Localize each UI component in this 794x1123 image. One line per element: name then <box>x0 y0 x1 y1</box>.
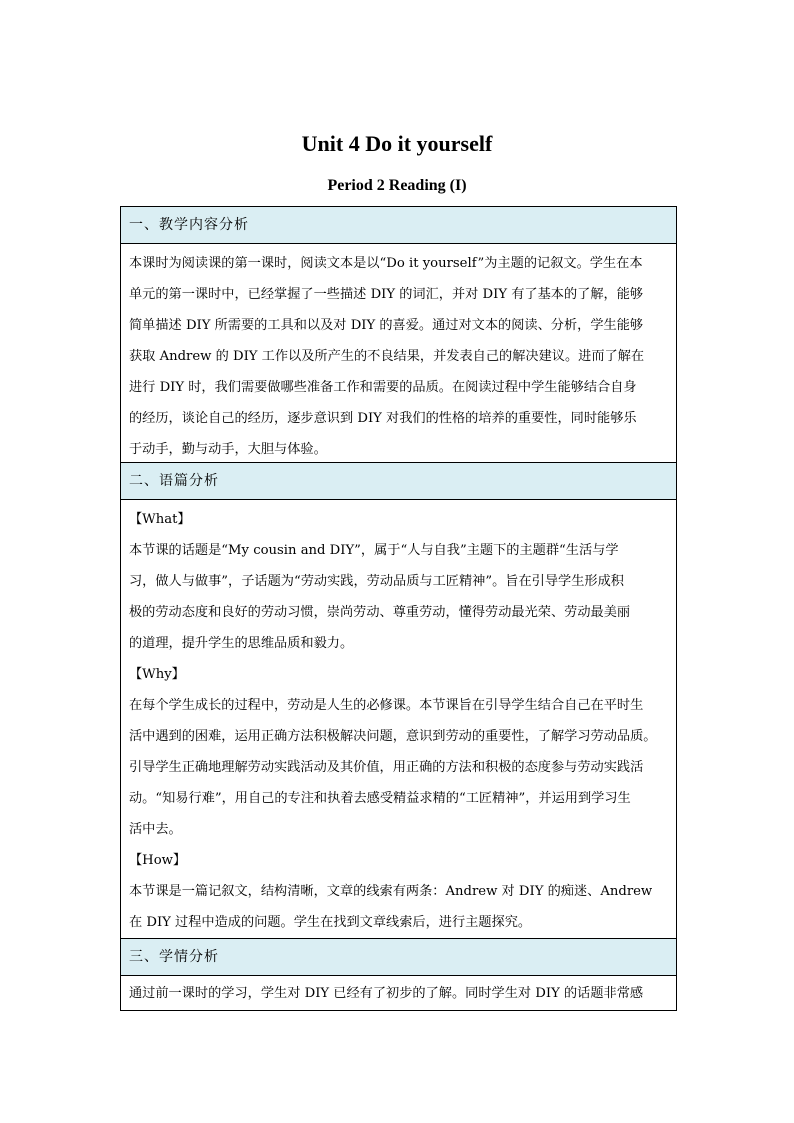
subheading-why: 【Why】 <box>129 667 185 682</box>
lesson-plan-table <box>120 206 677 1011</box>
text-line: 活中遇到的困难，运用正确方法积极解决问题，意识到劳动的重要性，了解学习劳动品质。 <box>129 729 657 744</box>
section-heading-discourse-analysis: 二、语篇分析 <box>121 463 676 500</box>
section-body-learner-analysis <box>121 976 676 1012</box>
section-body-discourse-analysis <box>121 500 676 939</box>
text-line: 在每个学生成长的过程中，劳动是人生的必修课。本节课旨在引导学生结合自己在平时生 <box>129 698 644 713</box>
section-body-content-analysis <box>121 244 676 463</box>
text-line: 简单描述 DIY 所需要的工具和以及对 DIY 的喜爱。通过对文本的阅读、分析，学生能够 <box>129 318 644 333</box>
text-line: 活中去。 <box>129 822 182 837</box>
text-line: 单元的第一课时中，已经掌握了一些描述 DIY 的词汇，并对 DIY 有了基本的了解，能够 <box>129 287 644 302</box>
text-line: 获取 Andrew 的 DIY 工作以及所产生的不良结果，并发表自己的解决建议。进而了解在 <box>129 349 645 364</box>
section-heading-content-analysis: 一、教学内容分析 <box>121 207 676 244</box>
text-line: 极的劳动态度和良好的劳动习惯，崇尚劳动、尊重劳动，懂得劳动最光荣、劳动最美丽 <box>129 605 631 620</box>
text-line: 于动手，勤与动手，大胆与体验。 <box>129 442 327 457</box>
text-line: 动。“知易行难”，用自己的专注和执着去感受精益求精的“工匠精神”，并运用到学习生 <box>129 791 631 806</box>
text-line: 本节课的话题是“My cousin and DIY”，属于“人与自我”主题下的主题群“生活与学 <box>129 543 619 558</box>
text-line: 的道理，提升学生的思维品质和毅力。 <box>129 636 354 651</box>
text-line: 进行 DIY 时，我们需要做哪些准备工作和需要的品质。在阅读过程中学生能够结合自身 <box>129 380 637 395</box>
subheading-what: 【What】 <box>129 512 191 527</box>
text-line: 的经历，谈论自己的经历，逐步意识到 DIY 对我们的性格的培养的重要性，同时能够乐 <box>129 411 637 426</box>
text-line: 通过前一课时的学习，学生对 DIY 已经有了初步的了解。同时学生对 DIY 的话题非常感 <box>129 986 644 1001</box>
text-line: 本课时为阅读课的第一课时，阅读文本是以“Do it yourself”为主题的记叙文。学生在本 <box>129 256 643 271</box>
document-subtitle: Period 2 Reading (I) <box>327 177 467 194</box>
text-line: 在 DIY 过程中造成的问题。学生在找到文章线索后，进行主题探究。 <box>129 915 532 930</box>
subheading-how: 【How】 <box>129 853 187 868</box>
document-title: Unit 4 Do it yourself <box>301 131 493 156</box>
section-heading-learner-analysis: 三、学情分析 <box>121 939 676 976</box>
text-line: 本节课是一篇记叙文，结构清晰，文章的线索有两条：Andrew 对 DIY 的痴迷、Andrew <box>129 884 653 899</box>
text-line: 习，做人与做事”，子话题为“劳动实践，劳动品质与工匠精神”。旨在引导学生形成积 <box>129 574 624 589</box>
text-line: 引导学生正确地理解劳动实践活动及其价值，用正确的方法和积极的态度参与劳动实践活 <box>129 760 644 775</box>
